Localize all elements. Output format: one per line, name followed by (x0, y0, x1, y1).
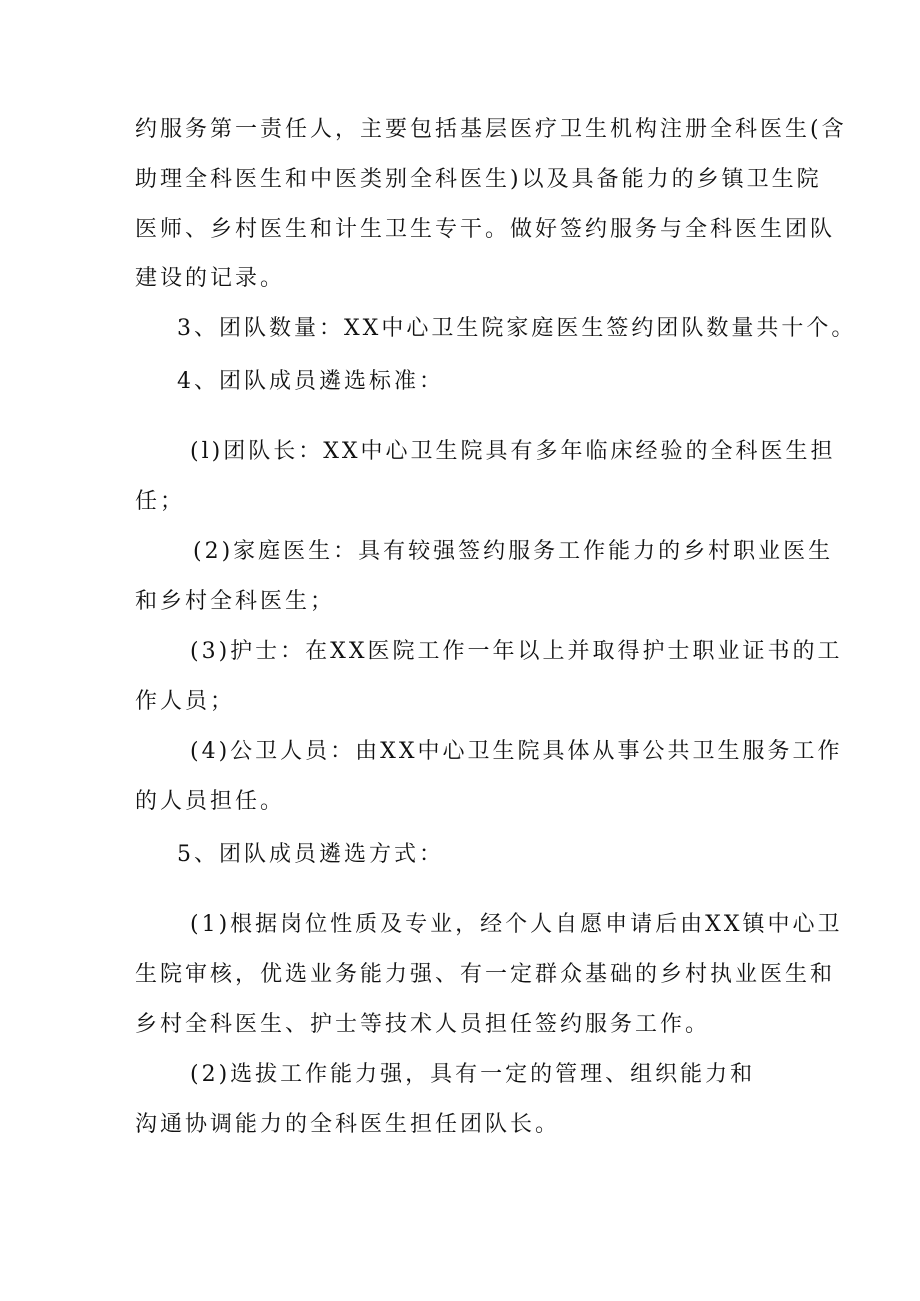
text-line-1: 约服务第一责任人，主要包括基层医疗卫生机构注册全科医生(含 (135, 117, 847, 142)
section-heading-team-count: 3、团队数量：XX中心卫生院家庭医生签约团队数量共十个。 (177, 316, 857, 341)
criteria-item-3-line-2: 作人员； (135, 689, 236, 714)
method-item-1-line-1: (1)根据岗位性质及专业，经个人自愿申请后由XX镇中心卫 (190, 912, 843, 937)
text-line-2: 助理全科医生和中医类别全科医生)以及具备能力的乡镇卫生院 (135, 167, 822, 192)
section-heading-selection-method: 5、团队成员遴选方式： (177, 842, 444, 867)
section-heading-member-criteria: 4、团队成员遴选标准： (177, 369, 444, 394)
criteria-item-2-line-2: 和乡村全科医生； (135, 589, 336, 614)
criteria-item-4-line-1: (4)公卫人员：由XX中心卫生院具体从事公共卫生服务工作 (190, 739, 843, 764)
criteria-item-3-line-1: (3)护士：在XX医院工作一年以上并取得护士职业证书的工 (190, 639, 843, 664)
criteria-item-2-line-1: (2)家庭医生：具有较强签约服务工作能力的乡村职业医生 (193, 539, 834, 564)
criteria-item-1-line-1: (l)团队长：XX中心卫生院具有多年临床经验的全科医生担 (190, 439, 836, 464)
method-item-1-line-2: 生院审核，优选业务能力强、有一定群众基础的乡村执业医生和 (135, 962, 836, 987)
text-line-4: 建设的记录。 (135, 266, 286, 291)
method-item-2-line-2: 沟通协调能力的全科医生担任团队长。 (135, 1112, 561, 1137)
text-line-3: 医师、乡村医生和计生卫生专干。做好签约服务与全科医生团队 (135, 217, 836, 242)
criteria-item-1-line-2: 任； (135, 489, 186, 514)
criteria-item-4-line-2: 的人员担任。 (135, 789, 286, 814)
method-item-1-line-3: 乡村全科医生、护士等技术人员担任签约服务工作。 (135, 1012, 711, 1037)
method-item-2-line-1: (2)选拔工作能力强，具有一定的管理、组织能力和 (190, 1062, 756, 1087)
